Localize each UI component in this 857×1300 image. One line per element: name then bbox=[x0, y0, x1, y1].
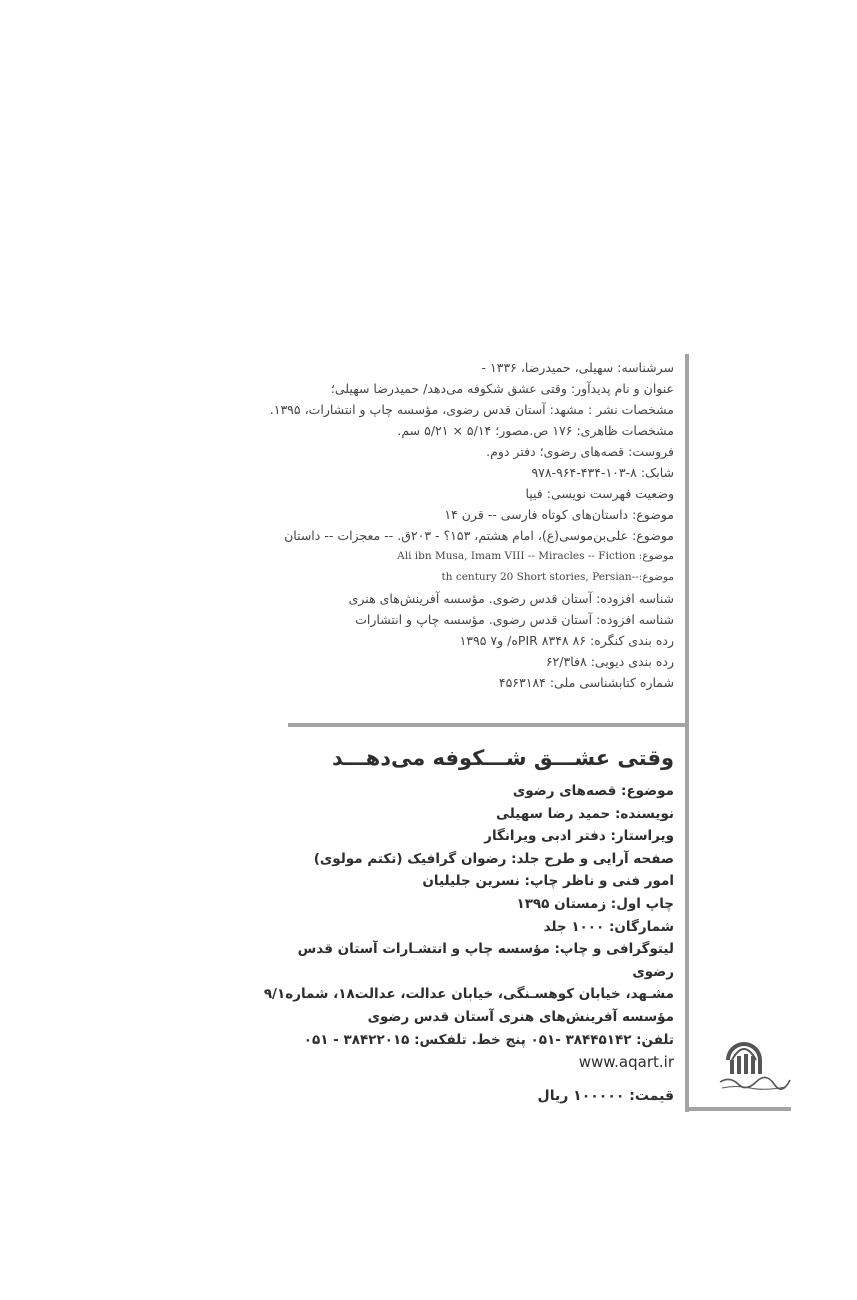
credit-line: نویسنده: حمید رضا سهیلی bbox=[496, 805, 674, 822]
credit-line: موضوع: قصه‌های رضوی bbox=[512, 783, 674, 799]
credit-line: صفحه آرایی و طرح جلد: رضوان گرافیک (تکتم مولوی) bbox=[313, 850, 674, 867]
credit-line: مشـهد، خیابان کوهسـنگی، خیابان عدالت، عدالت۱۸، شماره۹/۱ bbox=[263, 986, 674, 1003]
cip-line: سرشناسه: سهیلی، حمیدرضا، ۱۳۳۶ - bbox=[481, 360, 674, 375]
cip-line: شناسه افزوده: آستان قدس رضوی. مؤسسه چاپ و انتشارات bbox=[355, 612, 674, 627]
cip-line: عنوان و نام پدیدآور: وقتی عشق شکوفه می‌دهد/ حمیدرضا سهیلی؛ bbox=[330, 381, 674, 396]
credit-line: امور فنی و ناظر چاپ: نسرین جلیلیان bbox=[422, 873, 674, 890]
credit-line: چاپ اول: زمستان ۱۳۹۵ bbox=[516, 895, 674, 912]
credit-line: ویراستار: دفتر ادبی ویرانگار bbox=[484, 828, 674, 845]
cip-line: موضوع: Ali ibn Musa, Imam VIII -- Miracles -- Fiction bbox=[397, 550, 674, 562]
cataloging-in-publication bbox=[254, 357, 674, 693]
publisher-logo-icon bbox=[716, 1030, 792, 1094]
cip-line: شماره کتابشناسی ملی: ۴۵۶۳۱۸۴ bbox=[498, 675, 674, 690]
cip-line: فروست: قصه‌های رضوی؛ دفتر دوم. bbox=[486, 444, 674, 459]
credit-line: شمارگان: ۱۰۰۰ جلد bbox=[543, 918, 674, 935]
cip-line: مشخصات نشر : مشهد: آستان قدس رضوی، مؤسسه چاپ و انتشارات، ۱۳۹۵. bbox=[269, 402, 674, 417]
cip-line: شابک: ۸-۱۰۳-۴۳۴-۹۶۴-۹۷۸ bbox=[531, 465, 674, 480]
cip-line: مشخصات ظاهری: ۱۷۶ ص.مصور؛ ۵/۱۴ × ۵/۲۱ سم. bbox=[397, 423, 674, 438]
cip-line: موضوع: داستان‌های کوتاه فارسی -- قرن ۱۴ bbox=[444, 507, 674, 522]
cip-line: رده بندی دیویی: ۸فا۶۲/۳ bbox=[545, 654, 674, 669]
website-link[interactable]: www.aqart.ir bbox=[578, 1053, 674, 1072]
cip-line: شناسه افزوده: آستان قدس رضوی. مؤسسه آفرینش‌های هنری bbox=[348, 591, 674, 606]
vertical-divider bbox=[685, 354, 689, 1112]
credit-line: لیتوگرافی و چاپ: مؤسسه چاپ و انتشـارات آستان قدس رضوی bbox=[297, 941, 674, 980]
cip-line: موضوع:--th century 20 Short stories, Persian bbox=[441, 571, 674, 583]
section-divider bbox=[288, 723, 687, 727]
book-credits bbox=[254, 742, 674, 1074]
credit-line: مؤسسه آفرینش‌های هنری آستان قدس رضوی bbox=[367, 1008, 674, 1025]
cip-line: موضوع: علی‌بن‌موسی(ع)، امام هشتم، ۱۵۳؟ - ۲۰۳ق. -- معجزات -- داستان bbox=[284, 528, 674, 543]
logo-underline bbox=[685, 1107, 791, 1111]
cip-line: رده بندی کنگره: PIR ۸۳۴۸ ۸۶ه/ و۷ ۱۳۹۵ bbox=[459, 633, 674, 648]
credit-line: تلفن: ۳۸۴۴۵۱۴۲ -۰۵۱ پنج خط. تلفکس: ۳۸۴۲۲۰۱۵ - ۰۵۱ bbox=[303, 1031, 674, 1048]
price: قیمت: ۱۰۰۰۰۰ ریال bbox=[537, 1088, 674, 1104]
publisher-logo bbox=[716, 1030, 792, 1094]
cip-line: وضعیت فهرست نویسی: فیپا bbox=[525, 486, 674, 501]
book-title: وقتی عشـــق شـــکوفه می‌دهـــد bbox=[331, 746, 674, 770]
